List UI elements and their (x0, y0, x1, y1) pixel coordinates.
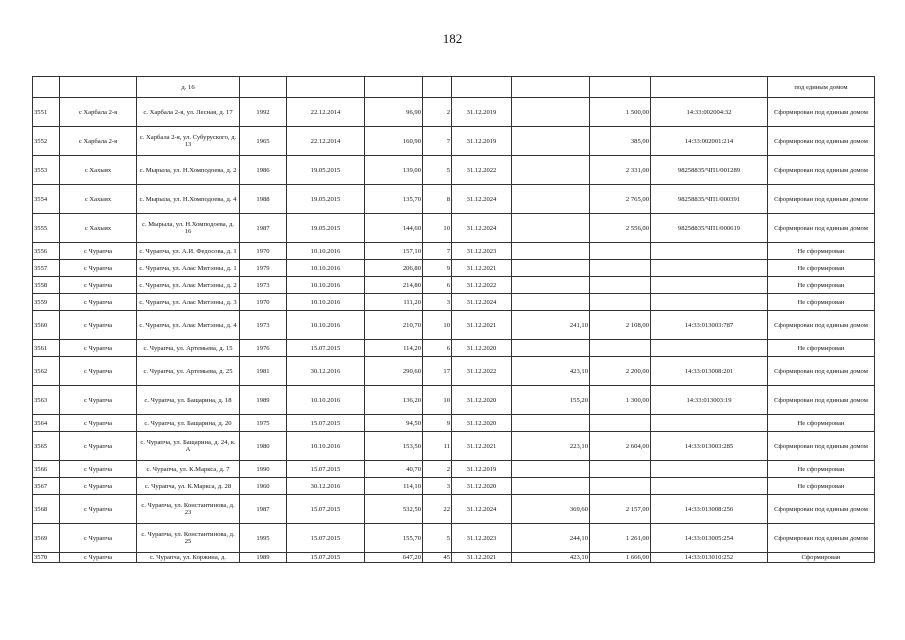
cell-number: 3558 (33, 277, 60, 294)
cell-extra-area (512, 294, 590, 311)
cell-area: 136,20 (365, 386, 423, 415)
cell-number: 3556 (33, 243, 60, 260)
cell-number: 3567 (33, 478, 60, 495)
cell-status: Не сформирован (768, 415, 875, 432)
cell-year: 1988 (240, 185, 287, 214)
cell-count: 9 (423, 415, 452, 432)
cell-plan-date: 31.12.2020 (452, 478, 512, 495)
cell-date: 15.07.2015 (287, 524, 365, 553)
cell-count: 7 (423, 127, 452, 156)
cell-year: 1989 (240, 553, 287, 563)
cell-settlement: с Чурапча (60, 340, 137, 357)
cell-address: с. Чурапча, ул. Алас Митэзны, д. 1 (137, 260, 240, 277)
cell-extra-area: 423,10 (512, 553, 590, 563)
cell-cadastral: 14:33:013003:787 (651, 311, 768, 340)
cell-cadastral: 98258835/ЧП1/000619 (651, 214, 768, 243)
cell-plan-date: 31.12.2024 (452, 495, 512, 524)
cell-extra-area (512, 478, 590, 495)
cell-number (33, 77, 60, 98)
cell-number: 3566 (33, 461, 60, 478)
cell-number: 3562 (33, 357, 60, 386)
cell-settlement: с Чурапча (60, 524, 137, 553)
cell-settlement: с Чурапча (60, 260, 137, 277)
cell-year: 1975 (240, 415, 287, 432)
cell-date: 15.07.2015 (287, 495, 365, 524)
cell-date: 19.05.2015 (287, 185, 365, 214)
table-row (33, 260, 875, 277)
cell-count: 8 (423, 185, 452, 214)
cell-cadastral (651, 243, 768, 260)
cell-address: с. Чурапча, ул. Бащарина, д. 24, к. А (137, 432, 240, 461)
cell-area: 160,90 (365, 127, 423, 156)
cell-cadastral (651, 415, 768, 432)
cell-plan-date: 31.12.2021 (452, 311, 512, 340)
cell-extra-area (512, 214, 590, 243)
cell-cadastral (651, 294, 768, 311)
cell-cadastral: 98258835/ЧП1/001289 (651, 156, 768, 185)
cell-area: 139,00 (365, 156, 423, 185)
cell-plan-date: 31.12.2020 (452, 386, 512, 415)
table-row (33, 432, 875, 461)
table-row (33, 277, 875, 294)
cell-land-area: 1 666,00 (590, 553, 651, 563)
cell-area: 94,50 (365, 415, 423, 432)
table-row (33, 294, 875, 311)
cell-status: Не сформирован (768, 277, 875, 294)
cell-status: Сформирован под единым домом (768, 432, 875, 461)
table-row (33, 98, 875, 127)
cell-area: 114,10 (365, 478, 423, 495)
cell-area: 214,80 (365, 277, 423, 294)
table-row-continued (33, 77, 875, 98)
cell-number: 3554 (33, 185, 60, 214)
cell-status: Сформирован под единым домом (768, 311, 875, 340)
cell-area: 290,60 (365, 357, 423, 386)
cell-cadastral: 14:33:002004:32 (651, 98, 768, 127)
cell-number: 3560 (33, 311, 60, 340)
cell-status: Сформирован под единым домом (768, 156, 875, 185)
cell-address: д. 16 (137, 77, 240, 98)
cell-number: 3552 (33, 127, 60, 156)
cell-land-area (590, 461, 651, 478)
cell-extra-area (512, 243, 590, 260)
cell-status: Сформирован под единым домом (768, 127, 875, 156)
cell-count: 2 (423, 98, 452, 127)
cell-status: Сформирован под единым домом (768, 386, 875, 415)
cell-year: 1960 (240, 478, 287, 495)
cell-area: 144,60 (365, 214, 423, 243)
cell-extra-area (512, 77, 590, 98)
cell-settlement: с Чурапча (60, 386, 137, 415)
cell-plan-date: 31.12.2019 (452, 98, 512, 127)
cell-cadastral (651, 340, 768, 357)
cell-settlement: с Чурапча (60, 357, 137, 386)
cell-settlement: с Хахыях (60, 185, 137, 214)
cell-plan-date: 31.12.2020 (452, 415, 512, 432)
cell-address: с. Чурапча, ул. Бащарина, д. 18 (137, 386, 240, 415)
cell-cadastral: 14:33:002001:214 (651, 127, 768, 156)
cell-count: 6 (423, 340, 452, 357)
table-row (33, 386, 875, 415)
cell-year: 1965 (240, 127, 287, 156)
cell-address: с. Чурапча, ул. Коржина, д. (137, 553, 240, 563)
cell-address: с. Харбала 2-я, ул. Лесная, д. 17 (137, 98, 240, 127)
table-row (33, 524, 875, 553)
cell-count: 11 (423, 432, 452, 461)
cell-settlement: с Хахыях (60, 214, 137, 243)
cell-cadastral: 14:33:013010:252 (651, 553, 768, 563)
housing-registry-table (32, 76, 875, 563)
table-row (33, 340, 875, 357)
cell-date: 15.07.2015 (287, 461, 365, 478)
cell-land-area: 2 157,00 (590, 495, 651, 524)
cell-extra-area (512, 415, 590, 432)
cell-land-area: 2 556,00 (590, 214, 651, 243)
cell-land-area: 2 604,00 (590, 432, 651, 461)
cell-status: Сформирован под единым домом (768, 98, 875, 127)
cell-plan-date (452, 77, 512, 98)
cell-settlement: с Чурапча (60, 294, 137, 311)
cell-area: 210,70 (365, 311, 423, 340)
cell-land-area: 385,00 (590, 127, 651, 156)
cell-count: 7 (423, 243, 452, 260)
cell-address: с. Харбала 2-я, ул. Субуруского, д. 13 (137, 127, 240, 156)
cell-count: 10 (423, 386, 452, 415)
cell-address: с. Чурапча, ул. Артемьева, д. 25 (137, 357, 240, 386)
cell-year: 1979 (240, 260, 287, 277)
cell-date: 10.10.2016 (287, 386, 365, 415)
cell-status: Сформирован под единым домом (768, 357, 875, 386)
cell-address: с. Мырыла, ул. Н.Хомподоева, д. 2 (137, 156, 240, 185)
cell-land-area (590, 277, 651, 294)
cell-settlement: с Чурапча (60, 495, 137, 524)
cell-settlement: с Чурапча (60, 461, 137, 478)
cell-land-area: 2 331,00 (590, 156, 651, 185)
cell-date: 10.10.2016 (287, 311, 365, 340)
cell-extra-area (512, 185, 590, 214)
cell-number: 3570 (33, 553, 60, 563)
cell-status: Сформирован под единым домом (768, 524, 875, 553)
cell-address: с. Чурапча, ул. Алас Митэзны, д. 4 (137, 311, 240, 340)
cell-cadastral (651, 277, 768, 294)
cell-status: Сформирован под единым домом (768, 214, 875, 243)
cell-plan-date: 31.12.2022 (452, 156, 512, 185)
cell-cadastral: 98258835/ЧП1/000391 (651, 185, 768, 214)
cell-status: Не сформирован (768, 478, 875, 495)
cell-status: Сформирован (768, 553, 875, 563)
cell-date: 19.05.2015 (287, 214, 365, 243)
cell-status: Не сформирован (768, 260, 875, 277)
cell-count: 2 (423, 461, 452, 478)
cell-cadastral (651, 77, 768, 98)
cell-plan-date: 31.12.2022 (452, 277, 512, 294)
cell-plan-date: 31.12.2019 (452, 127, 512, 156)
cell-area: 153,50 (365, 432, 423, 461)
cell-extra-area (512, 340, 590, 357)
cell-status: Не сформирован (768, 243, 875, 260)
cell-count: 17 (423, 357, 452, 386)
cell-cadastral: 14:33:013008:201 (651, 357, 768, 386)
cell-cadastral: 14:33:013003:19 (651, 386, 768, 415)
cell-address: с. Чурапча, ул. Константинова, д. 23 (137, 495, 240, 524)
page-number: 182 (442, 31, 463, 46)
cell-land-area (590, 415, 651, 432)
cell-count: 22 (423, 495, 452, 524)
cell-number: 3553 (33, 156, 60, 185)
cell-date: 22.12.2014 (287, 127, 365, 156)
cell-settlement: с Чурапча (60, 478, 137, 495)
cell-area: 114,20 (365, 340, 423, 357)
cell-number: 3564 (33, 415, 60, 432)
table-row (33, 478, 875, 495)
cell-extra-area (512, 260, 590, 277)
cell-count: 6 (423, 277, 452, 294)
cell-date: 22.12.2014 (287, 98, 365, 127)
cell-extra-area (512, 461, 590, 478)
cell-year: 1987 (240, 495, 287, 524)
cell-number: 3557 (33, 260, 60, 277)
cell-settlement (60, 77, 137, 98)
table-row (33, 214, 875, 243)
cell-address: с. Чурапча, ул. Алас Митэзны, д. 2 (137, 277, 240, 294)
cell-plan-date: 31.12.2024 (452, 294, 512, 311)
cell-settlement: с Чурапча (60, 432, 137, 461)
cell-land-area: 2 200,00 (590, 357, 651, 386)
cell-address: с. Чурапча, ул. К.Маркса, д. 28 (137, 478, 240, 495)
cell-cadastral (651, 478, 768, 495)
cell-plan-date: 31.12.2022 (452, 357, 512, 386)
cell-status: Не сформирован (768, 340, 875, 357)
cell-settlement: с Харбала 2-я (60, 127, 137, 156)
cell-plan-date: 31.12.2023 (452, 524, 512, 553)
cell-date (287, 77, 365, 98)
cell-status: Сформирован под единым домом (768, 185, 875, 214)
table-row (33, 127, 875, 156)
cell-year: 1981 (240, 357, 287, 386)
cell-count: 3 (423, 294, 452, 311)
cell-land-area: 2 108,00 (590, 311, 651, 340)
cell-date: 10.10.2016 (287, 294, 365, 311)
cell-count: 5 (423, 524, 452, 553)
cell-status: Сформирован под единым домом (768, 495, 875, 524)
cell-count: 9 (423, 260, 452, 277)
table-row (33, 495, 875, 524)
cell-number: 3563 (33, 386, 60, 415)
table-row (33, 311, 875, 340)
cell-date: 15.07.2015 (287, 415, 365, 432)
cell-status: Не сформирован (768, 294, 875, 311)
cell-count (423, 77, 452, 98)
cell-area: 532,50 (365, 495, 423, 524)
table-row (33, 415, 875, 432)
cell-cadastral: 14:33:013008:256 (651, 495, 768, 524)
cell-land-area (590, 77, 651, 98)
table-row (33, 461, 875, 478)
cell-settlement: с Чурапча (60, 415, 137, 432)
cell-date: 30.12.2016 (287, 357, 365, 386)
cell-land-area: 1 500,00 (590, 98, 651, 127)
cell-area: 40,70 (365, 461, 423, 478)
cell-area: 135,70 (365, 185, 423, 214)
cell-plan-date: 31.12.2020 (452, 340, 512, 357)
cell-year: 1973 (240, 277, 287, 294)
cell-number: 3555 (33, 214, 60, 243)
cell-extra-area: 244,10 (512, 524, 590, 553)
cell-date: 10.10.2016 (287, 277, 365, 294)
cell-address: с. Чурапча, ул. Константинова, д. 25 (137, 524, 240, 553)
cell-status: Не сформирован (768, 461, 875, 478)
cell-address: с. Чурапча, ул. Алас Митэзны, д. 3 (137, 294, 240, 311)
cell-settlement: с Чурапча (60, 311, 137, 340)
cell-extra-area (512, 277, 590, 294)
cell-number: 3568 (33, 495, 60, 524)
cell-plan-date: 31.12.2024 (452, 185, 512, 214)
cell-year: 1973 (240, 311, 287, 340)
cell-date: 10.10.2016 (287, 260, 365, 277)
cell-address: с. Чурапча, ул. А.И. Федосова, д. 1 (137, 243, 240, 260)
cell-address: с. Мырыла, ул. Н.Хомподоева, д. 4 (137, 185, 240, 214)
cell-settlement: с Чурапча (60, 277, 137, 294)
cell-settlement: с Харбала 2-я (60, 98, 137, 127)
cell-extra-area: 155,20 (512, 386, 590, 415)
cell-land-area (590, 294, 651, 311)
cell-settlement: с Хахыях (60, 156, 137, 185)
cell-year (240, 77, 287, 98)
cell-address: с. Чурапча, ул. Бащарина, д. 20 (137, 415, 240, 432)
cell-year: 1976 (240, 340, 287, 357)
cell-year: 1987 (240, 214, 287, 243)
cell-count: 5 (423, 156, 452, 185)
cell-plan-date: 31.12.2023 (452, 243, 512, 260)
cell-land-area: 2 765,00 (590, 185, 651, 214)
cell-extra-area (512, 127, 590, 156)
cell-area: 155,70 (365, 524, 423, 553)
cell-date: 10.10.2016 (287, 243, 365, 260)
cell-count: 45 (423, 553, 452, 563)
cell-extra-area: 223,10 (512, 432, 590, 461)
cell-year: 1970 (240, 243, 287, 260)
cell-area: 206,80 (365, 260, 423, 277)
cell-land-area (590, 260, 651, 277)
cell-cadastral (651, 461, 768, 478)
cell-date: 19.05.2015 (287, 156, 365, 185)
cell-settlement: с Чурапча (60, 243, 137, 260)
cell-land-area: 1 300,00 (590, 386, 651, 415)
cell-date: 30.12.2016 (287, 478, 365, 495)
cell-year: 1970 (240, 294, 287, 311)
cell-number: 3551 (33, 98, 60, 127)
cell-extra-area (512, 156, 590, 185)
cell-settlement: с Чурапча (60, 553, 137, 563)
cell-area (365, 77, 423, 98)
cell-address: с. Чурапча, ул. К.Маркса, д. 7 (137, 461, 240, 478)
cell-address: с. Мырыла, ул. Н.Хомподоева, д. 16 (137, 214, 240, 243)
cell-date: 10.10.2016 (287, 432, 365, 461)
table-row (33, 357, 875, 386)
cell-extra-area: 241,10 (512, 311, 590, 340)
table-row (33, 243, 875, 260)
cell-number: 3569 (33, 524, 60, 553)
cell-number: 3565 (33, 432, 60, 461)
cell-number: 3561 (33, 340, 60, 357)
cell-plan-date: 31.12.2024 (452, 214, 512, 243)
cell-status: под единым домом (768, 77, 875, 98)
cell-land-area (590, 243, 651, 260)
cell-area: 157,10 (365, 243, 423, 260)
cell-plan-date: 31.12.2021 (452, 553, 512, 563)
cell-year: 1986 (240, 156, 287, 185)
cell-plan-date: 31.12.2021 (452, 260, 512, 277)
cell-year: 1980 (240, 432, 287, 461)
table-row (33, 185, 875, 214)
cell-land-area (590, 478, 651, 495)
cell-year: 1989 (240, 386, 287, 415)
cell-cadastral: 14:33:013003:285 (651, 432, 768, 461)
cell-count: 10 (423, 214, 452, 243)
cell-year: 1990 (240, 461, 287, 478)
cell-year: 1992 (240, 98, 287, 127)
cell-plan-date: 31.12.2021 (452, 432, 512, 461)
table-row (33, 553, 875, 563)
cell-number: 3559 (33, 294, 60, 311)
cell-cadastral: 14:33:013005:254 (651, 524, 768, 553)
cell-land-area (590, 340, 651, 357)
table-row (33, 156, 875, 185)
cell-extra-area: 423,10 (512, 357, 590, 386)
cell-cadastral (651, 260, 768, 277)
cell-count: 3 (423, 478, 452, 495)
cell-area: 647,20 (365, 553, 423, 563)
cell-date: 15.07.2015 (287, 340, 365, 357)
cell-plan-date: 31.12.2019 (452, 461, 512, 478)
cell-extra-area: 369,60 (512, 495, 590, 524)
cell-count: 10 (423, 311, 452, 340)
cell-land-area: 1 261,00 (590, 524, 651, 553)
cell-address: с. Чурапча, ул. Артемьева, д. 15 (137, 340, 240, 357)
cell-year: 1995 (240, 524, 287, 553)
cell-area: 96,90 (365, 98, 423, 127)
cell-extra-area (512, 98, 590, 127)
cell-date: 15.07.2015 (287, 553, 365, 563)
cell-area: 111,20 (365, 294, 423, 311)
